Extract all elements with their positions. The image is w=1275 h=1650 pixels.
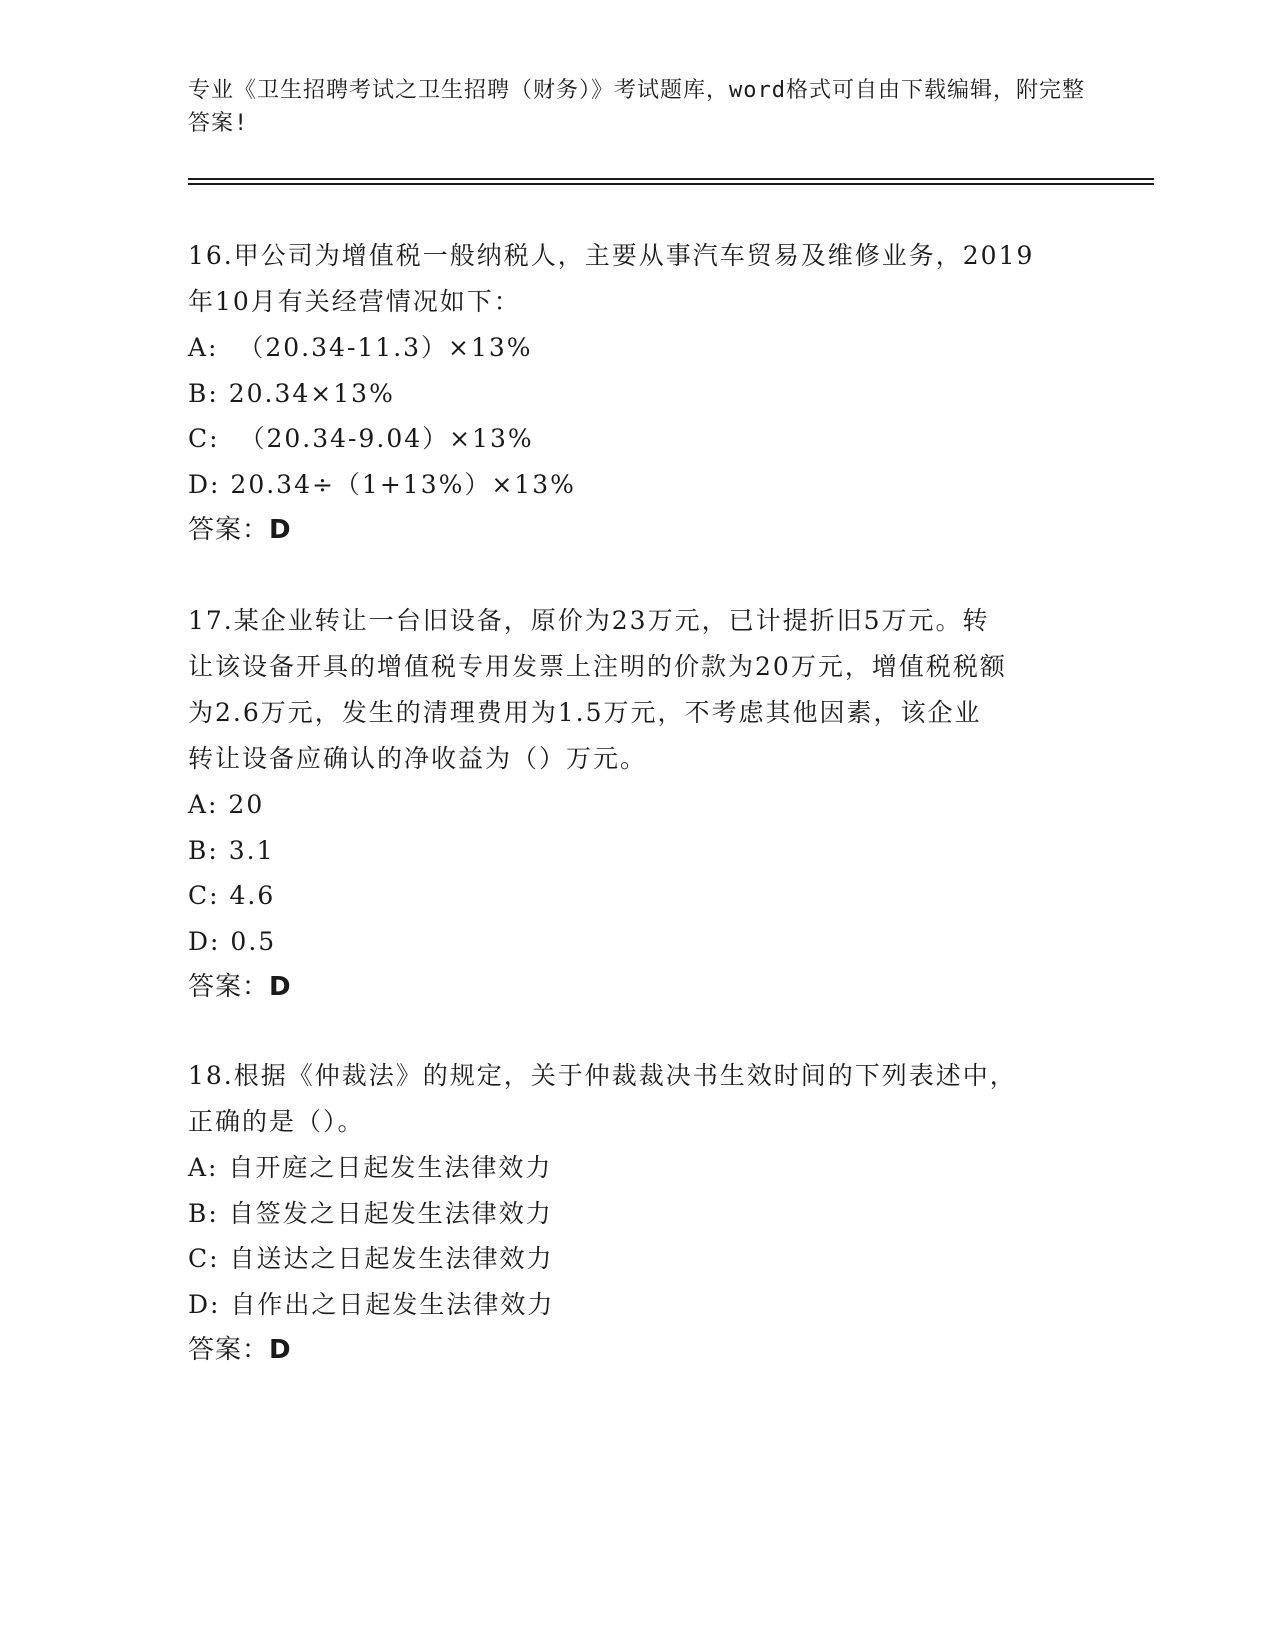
option-d: D: 20.34÷（1+13%）×13%: [188, 469, 576, 499]
question-18: [188, 1053, 1088, 1373]
question-stem-line: 16.甲公司为增值税一般纳税人，主要从事汽车贸易及维修业务，2019: [188, 241, 1035, 270]
option-a: A: 自开庭之日起发生法律效力: [188, 1153, 553, 1182]
answer-label: 答案：: [188, 1335, 270, 1365]
answer-label: 答案：: [188, 515, 270, 545]
document-header: 专业《卫生招聘考试之卫生招聘（财务）》考试题库，word格式可自由下载编辑，附完整答案!: [188, 78, 1085, 136]
option-b: B: 3.1: [188, 835, 275, 865]
question-stem-line: 18.根据《仲裁法》的规定，关于仲裁裁决书生效时间的下列表述中，: [188, 1061, 1017, 1090]
header-divider-top: [188, 178, 1154, 180]
option-b: B: 自签发之日起发生法律效力: [188, 1198, 553, 1228]
question-stem-line: 让该设备开具的增值税专用发票上注明的价款为20万元，增值税税额: [188, 652, 1007, 681]
question-stem-line: 转让设备应确认的净收益为（）万元。: [188, 744, 648, 773]
option-a: A: （20.34-11.3）×13%: [188, 333, 533, 362]
answer-line: [188, 964, 1088, 1010]
answer-value: D: [269, 972, 292, 1002]
option-c: C: （20.34-9.04）×13%: [188, 424, 534, 453]
answer-value: D: [269, 1335, 292, 1365]
header-divider-bottom: [188, 183, 1154, 185]
answer-line: [188, 1327, 1088, 1373]
question-stem-line: 为2.6万元，发生的清理费用为1.5万元，不考虑其他因素，该企业: [188, 698, 982, 727]
option-b: B: 20.34×13%: [188, 378, 395, 408]
answer-value: D: [269, 515, 292, 545]
question-17: [188, 598, 1088, 1010]
question-stem-line: 17.某企业转让一台旧设备，原价为23万元，已计提折旧5万元。转: [188, 606, 990, 635]
answer-label: 答案：: [188, 972, 270, 1002]
option-d: D: 自作出之日起发生法律效力: [188, 1289, 555, 1319]
question-stem-line: 正确的是（）。: [188, 1107, 365, 1136]
option-a: A: 20: [188, 790, 265, 819]
question-16: [188, 233, 1088, 553]
option-c: C: 自送达之日起发生法律效力: [188, 1244, 554, 1273]
option-d: D: 0.5: [188, 926, 277, 956]
question-stem-line: 年10月有关经营情况如下：: [188, 287, 521, 316]
answer-line: [188, 507, 1088, 553]
option-c: C: 4.6: [188, 881, 276, 910]
